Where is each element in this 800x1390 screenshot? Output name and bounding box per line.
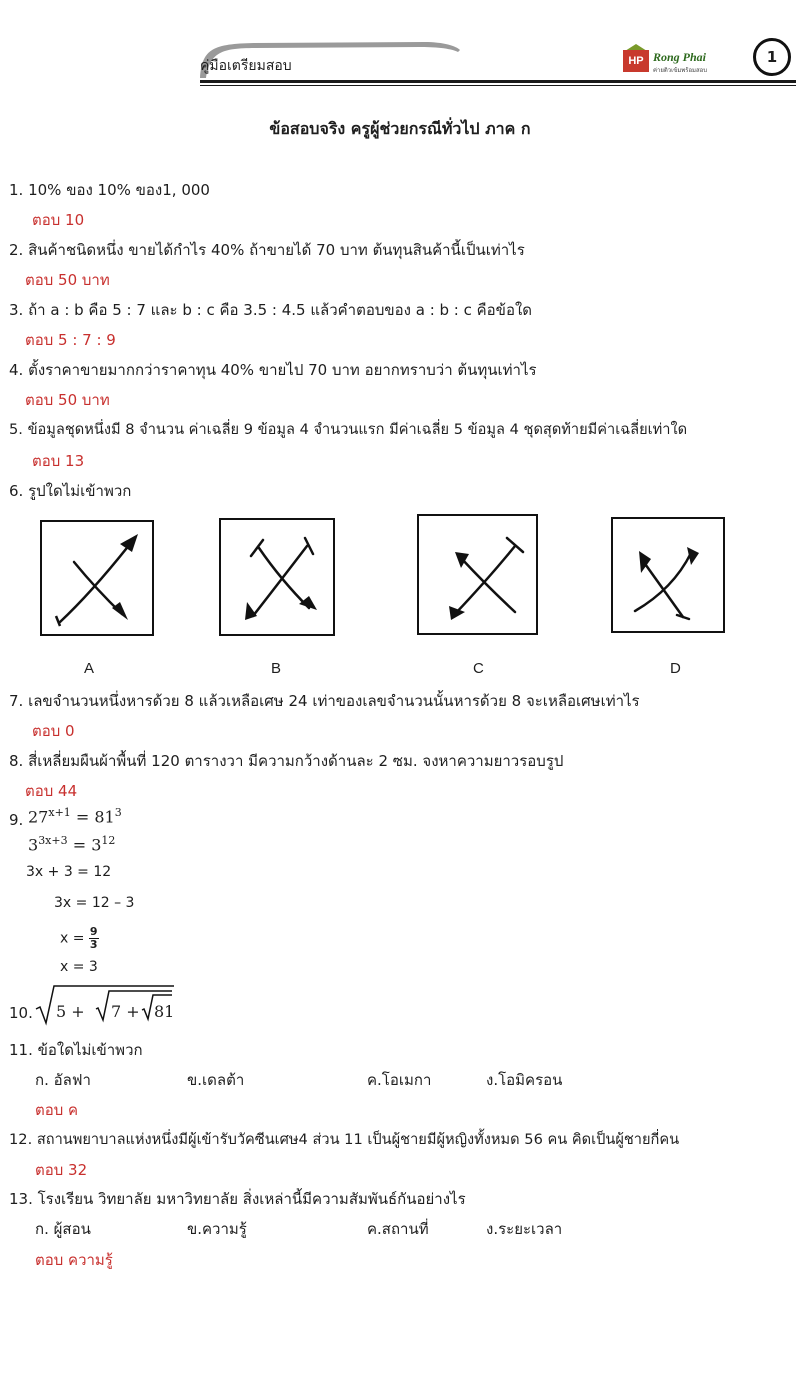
question-9-equation-1: [28, 806, 122, 826]
figure-option-a: [40, 520, 154, 636]
step3-lhs: x =: [60, 930, 85, 947]
answer-12: ตอบ 32: [35, 1161, 88, 1179]
eq1-exp: x+1: [48, 806, 71, 819]
radical-term-b: 7 +: [111, 1002, 140, 1021]
question-13-option-3: ค.สถานที่: [367, 1220, 429, 1238]
question-11-option-4: ง.โอมิครอน: [486, 1071, 563, 1089]
figure-label-a: A: [84, 660, 95, 677]
logo-tagline: ค่ายติวเข้มพร้อมสอบ: [653, 67, 708, 74]
question-11-option-1: ก. อัลฟา: [35, 1071, 91, 1089]
question-7: 7. เลขจำนวนหนึ่งหารด้วย 8 แล้วเหลือเศษ 24 เท่าของเลขจำนวนนั้นหารด้วย 8 จะเหลือเศษเท่าไร: [9, 692, 640, 710]
question-9-step-1: 3x + 3 = 12: [26, 864, 112, 880]
question-11: 11. ข้อใดไม่เข้าพวก: [9, 1041, 143, 1059]
step3-denominator: 3: [89, 938, 98, 951]
page-title: ข้อสอบจริง ครูผู้ช่วยกรณีทั่วไป ภาค ก: [269, 119, 531, 138]
answer-7: ตอบ 0: [32, 722, 75, 740]
question-9-step-4: x = 3: [60, 959, 98, 975]
figure-option-c: [417, 514, 538, 635]
figure-option-d: [611, 517, 725, 633]
question-3: 3. ถ้า a : b คือ 5 : 7 และ b : c คือ 3.5 : 4.5 แล้วคำตอบของ a : b : c คือข้อใด: [9, 301, 533, 319]
answer-8: ตอบ 44: [25, 782, 78, 800]
page-number-badge: 1: [753, 38, 791, 76]
answer-4: ตอบ 50 บาท: [25, 391, 110, 409]
figure-option-b: [219, 518, 335, 636]
answer-2: ตอบ 50 บาท: [25, 271, 110, 289]
eq2-base: 3: [28, 835, 39, 855]
question-13-option-1: ก. ผู้สอน: [35, 1220, 91, 1238]
question-1: 1. 10% ของ 10% ของ1, 000: [9, 181, 210, 199]
question-2: 2. สินค้าชนิดหนึ่ง ขายได้กำไร 40% ถ้าขายได้ 70 บาท ต้นทุนสินค้านี้เป็นเท่าไร: [9, 241, 525, 259]
question-10-number: 10.: [9, 1004, 33, 1022]
logo-name: Rong Phai: [653, 50, 707, 64]
question-9-step-3: [60, 926, 99, 951]
eq2-rhs: = 3: [72, 835, 102, 855]
eq2-exp2: 12: [101, 834, 116, 847]
question-11-option-2: ข.เดลต้า: [187, 1071, 245, 1089]
eq2-exp: 3x+3: [38, 834, 68, 847]
logo-badge: HP: [623, 50, 649, 72]
header-divider-thin: [200, 85, 796, 86]
figure-label-d: D: [670, 660, 681, 677]
header-divider: [200, 80, 796, 83]
question-9-number: 9.: [9, 811, 24, 829]
question-13: 13. โรงเรียน วิทยาลัย มหาวิทยาลัย สิ่งเหล่านี้มีความสัมพันธ์กันอย่างไร: [9, 1190, 466, 1208]
answer-5: ตอบ 13: [32, 452, 85, 470]
brand-logo: [623, 46, 723, 74]
question-8: 8. สี่เหลี่ยมผืนผ้าพื้นที่ 120 ตารางวา มีความกว้างด้านละ 2 ซม. จงหาความยาวรอบรูป: [9, 752, 564, 770]
question-5: 5. ข้อมูลชุดหนึ่งมี 8 จำนวน ค่าเฉลี่ย 9 ข้อมูล 4 จำนวนแรก มีค่าเฉลี่ย 5 ข้อมูล 4 ชุดสุดท้ายมีค่าเฉลี่ยเท่าใด: [9, 421, 688, 438]
step3-numerator: 9: [89, 925, 98, 938]
step3-fraction: [89, 926, 99, 951]
answer-11: ตอบ ค: [35, 1101, 79, 1119]
question-4: 4. ตั้งราคาขายมากกว่าราคาทุน 40% ขายไป 70 บาท อยากทราบว่า ต้นทุนเท่าไร: [9, 361, 537, 379]
question-11-option-3: ค.โอเมกา: [367, 1071, 432, 1089]
question-6: 6. รูปใดไม่เข้าพวก: [9, 482, 132, 500]
answer-1: ตอบ 10: [32, 211, 85, 229]
question-12: 12. สถานพยาบาลแห่งหนึ่งมีผู้เข้ารับวัคซีนเศษ4 ส่วน 11 เป็นผู้ชายมีผู้หญิงทั้งหมด 56 คน คิดเป็นผู้ชายกี่คน: [9, 1131, 680, 1148]
answer-13: ตอบ ความรู้: [35, 1251, 113, 1269]
eq1-base: 27: [28, 807, 49, 827]
radical-term-a: 5 +: [56, 1002, 85, 1021]
radical-term-c: 81: [154, 1002, 175, 1021]
question-13-option-2: ข.ความรู้: [187, 1220, 247, 1238]
question-9-step-2: 3x = 12 – 3: [54, 895, 135, 911]
eq1-exp2: 3: [114, 806, 122, 819]
header-tab-title: คู่มือเตรียมสอบ: [200, 58, 292, 74]
answer-3: ตอบ 5 : 7 : 9: [25, 331, 116, 349]
question-9-equation-2: [28, 834, 115, 854]
figure-label-c: C: [473, 660, 484, 677]
figure-label-b: B: [271, 660, 282, 677]
question-13-option-4: ง.ระยะเวลา: [486, 1220, 563, 1238]
eq1-rhs: = 81: [75, 807, 115, 827]
